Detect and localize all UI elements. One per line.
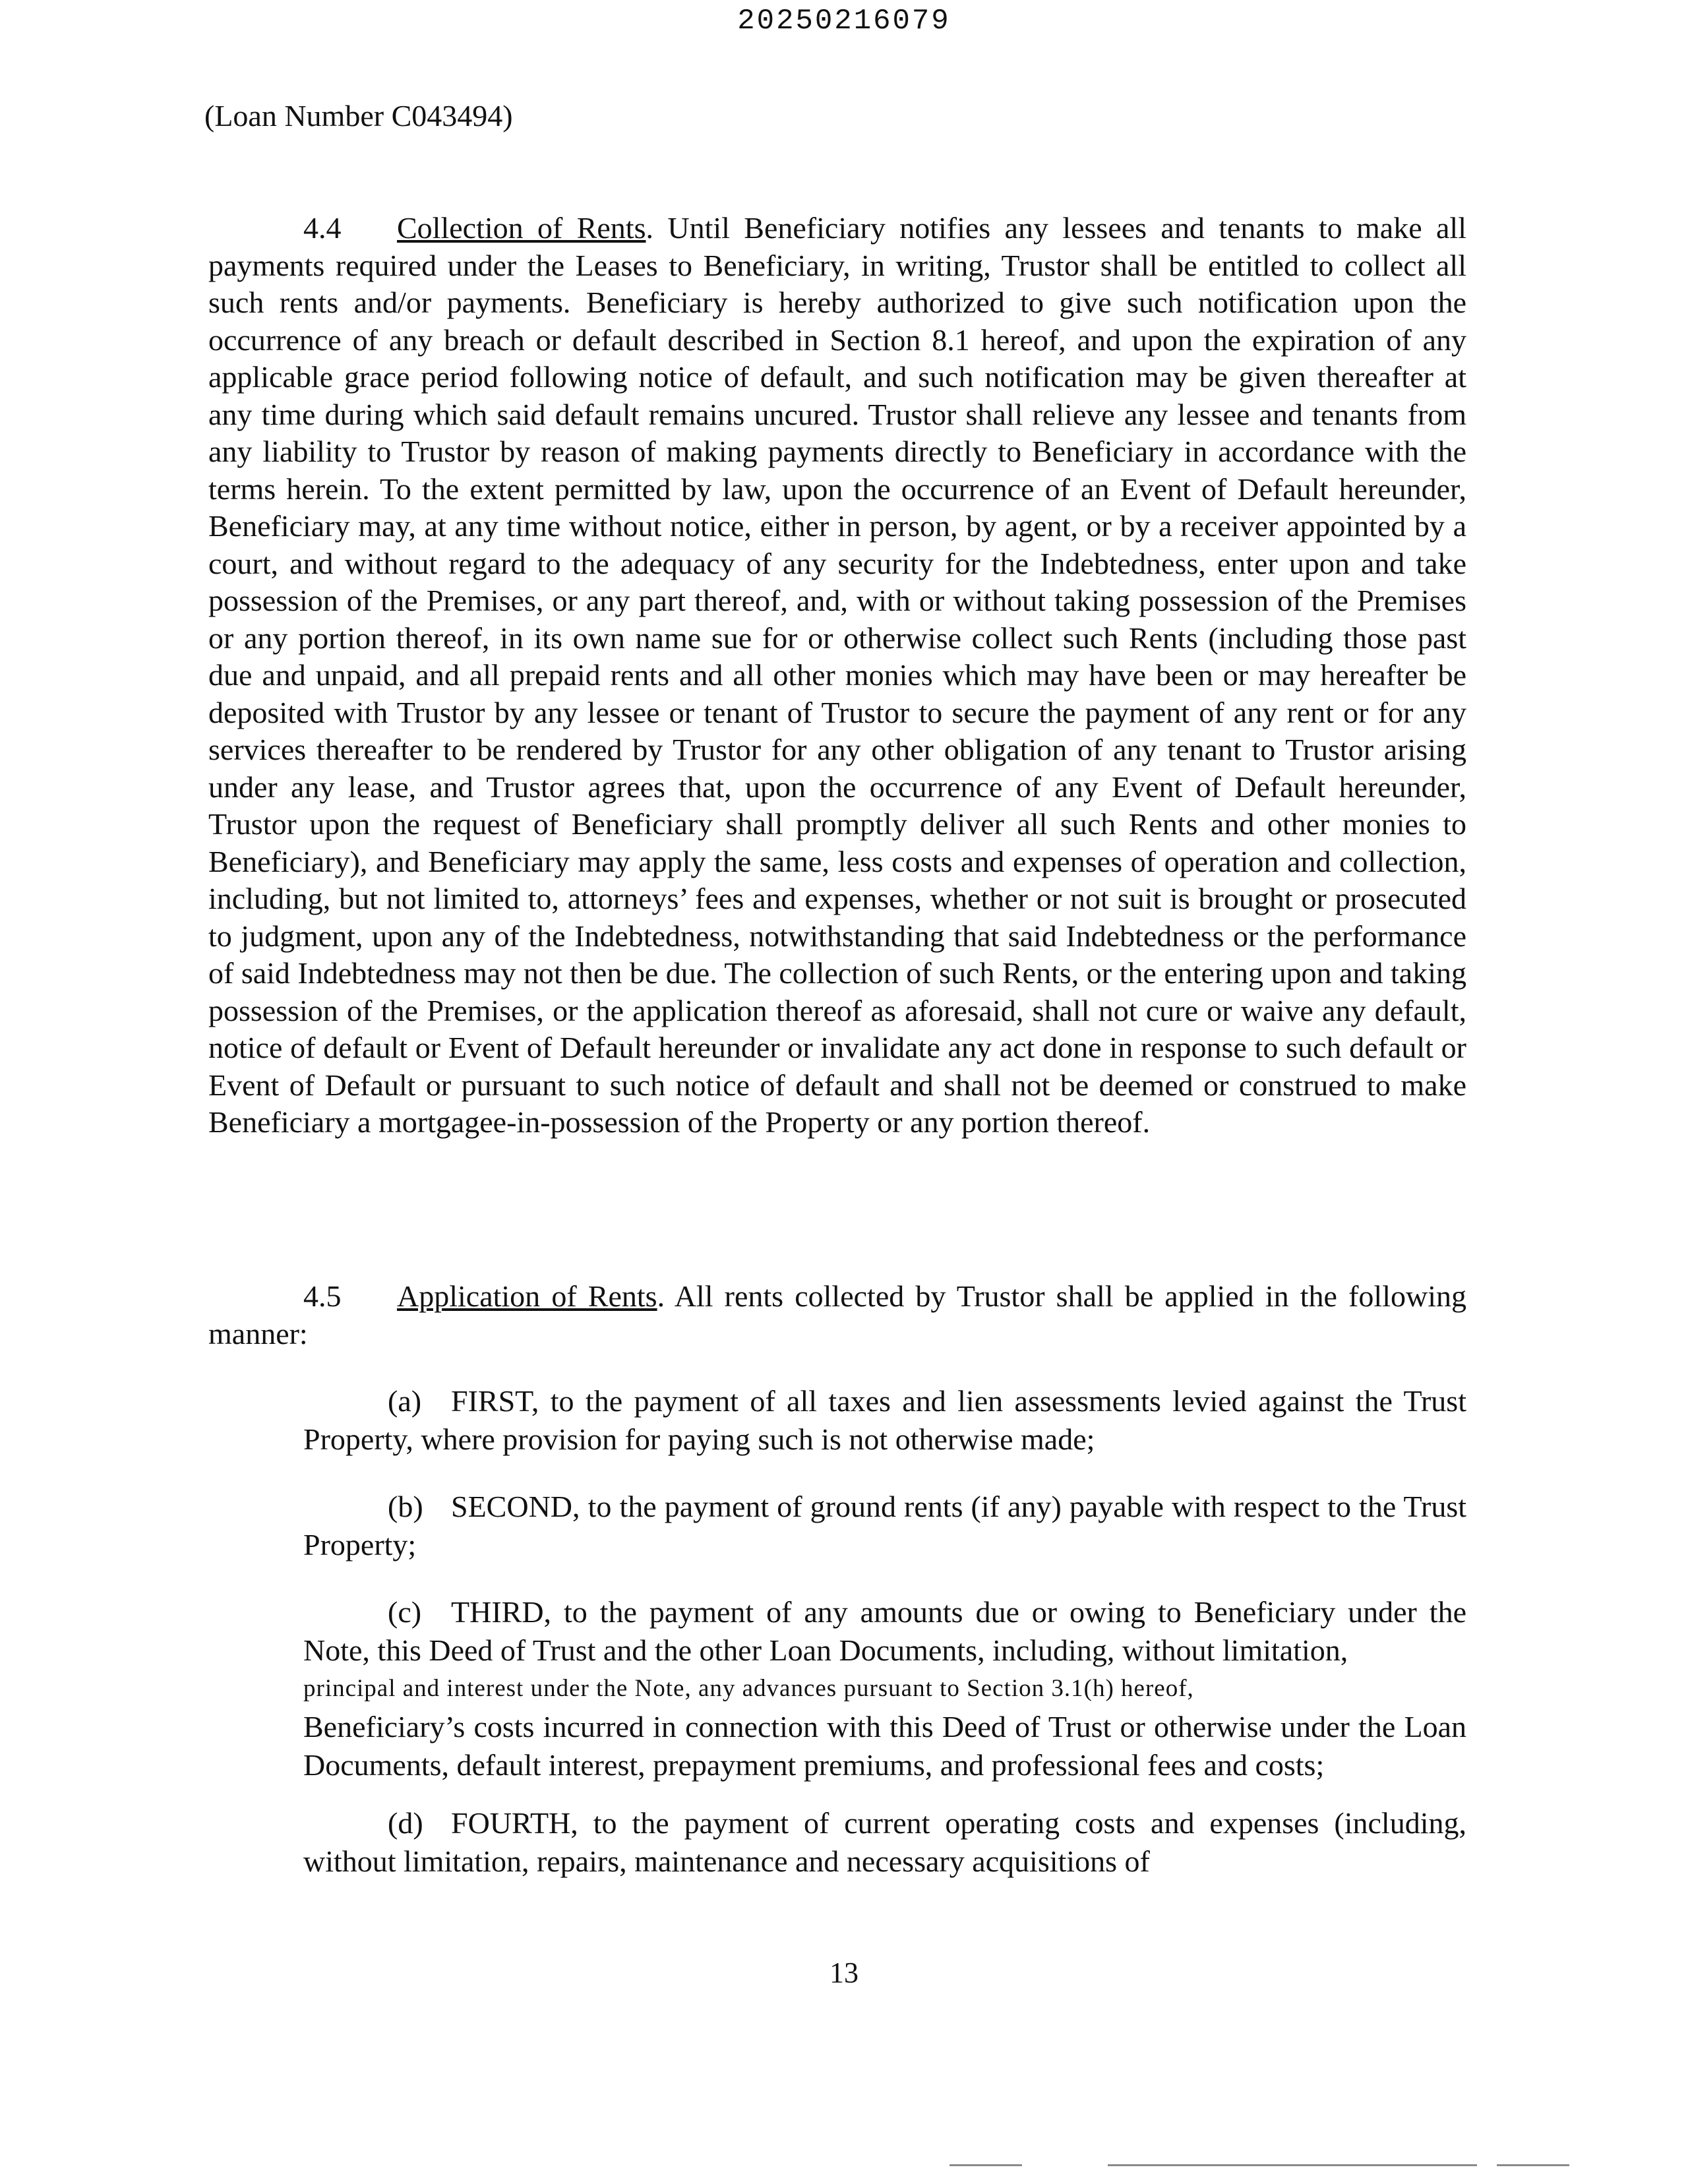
subsection-c-label: (c) xyxy=(388,1595,422,1629)
subsection-a xyxy=(303,1382,1466,1459)
section-4-5-paragraph xyxy=(208,1278,1466,1352)
page-number: 13 xyxy=(829,1957,859,1989)
subsection-a-text: FIRST, to the payment of all taxes and lien assessments levied against the Trust Property, where provision for paying such is not otherwise made; xyxy=(303,1384,1466,1456)
subsection-b-text: SECOND, to the payment of ground rents (if any) payable with respect to the Trust Property; xyxy=(303,1490,1466,1562)
scan-artifact-line xyxy=(1108,2164,1477,2166)
section-4-4-number: 4.4 xyxy=(303,211,342,245)
subsection-d-text: FOURTH, to the payment of current operating costs and expenses (including, without limitation, repairs, maintenance and necessary acquisitions of xyxy=(303,1806,1466,1878)
subsection-b-label: (b) xyxy=(388,1490,423,1523)
scan-artifact-line xyxy=(1497,2164,1569,2166)
recording-number: 20250216079 xyxy=(737,5,951,38)
loan-number: (Loan Number C043494) xyxy=(204,99,513,133)
subsection-c-text-part2: Beneficiary’s costs incurred in connection with this Deed of Trust or otherwise under the Loan Documents, default interest, prepayment premiums, and professional fees and costs; xyxy=(303,1710,1466,1782)
scan-artifact-line xyxy=(950,2164,1022,2166)
subsection-c xyxy=(303,1593,1466,1784)
section-4-4-heading: Collection of Rents xyxy=(397,211,646,245)
subsection-b xyxy=(303,1488,1466,1564)
section-4-5-body: . All rents collected by Trustor shall be applied in the following manner: xyxy=(208,1279,1466,1350)
subsection-d xyxy=(303,1804,1466,1881)
subsection-d-label: (d) xyxy=(388,1806,423,1840)
subsection-a-label: (a) xyxy=(388,1384,422,1418)
section-4-4-body: . Until Beneficiary notifies any lessees and tenants to make all payments required under the Leases to Beneficiary, in writing, Trustor shall be entitled to collect all such rents and/or payments. Beneficiary is hereby authorized to give such notification upon the occurrence of any breach or default described in Section 8.1 hereof, and upon the expiration of any applicable grace period following notice of default, and such notification may be given thereafter at any time during which said default remains uncured. Trustor shall relieve any lessee and tenants from any liability to Trustor by reason of making payments directly to Beneficiary in accordance with the terms herein. To the extent permitted by law, upon the occurrence of an Event of Default hereunder, Beneficiary may, at any time without notice, either in person, by agent, or by a receiver appointed by a court, and without regard to the adequacy of any security for the Indebtedness, enter upon and take possession of the Premises, or any part thereof, and, with or without taking possession of the Premises or any portion thereof, in its own name sue for or otherwise collect such Rents (including those past due and unpaid, and all prepaid rents and all other monies which may have been or may hereafter be deposited with Trustor by any lessee or tenant of Trustor to secure the payment of any rent or for any services thereafter to be rendered by Trustor for any other obligation of any tenant to Trustor arising under any lease, and Trustor agrees that, upon the occurrence of any Event of Default hereunder, Trustor upon the request of Beneficiary shall promptly deliver all such Rents and other monies to Beneficiary), and Beneficiary may apply the same, less costs and expenses of operation and collection, including, but not limited to, attorneys’ fees and expenses, whether or not suit is brought or prosecuted to judgment, upon any of the Indebtedness, notwithstanding that said Indebtedness or the performance of said Indebtedness may not then be due. The collection of such Rents, or the entering upon and taking possession of the Premises, or the application thereof as aforesaid, shall not cure or waive any default, notice of default or Event of Default hereunder or invalidate any act done in response to such default or Event of Default or pursuant to such notice of default and shall not be deemed or construed to make Beneficiary a mortgagee-in-possession of the Property or any portion thereof. xyxy=(208,211,1466,1139)
section-4-5-number: 4.5 xyxy=(303,1279,342,1313)
section-4-5-heading: Application of Rents xyxy=(397,1279,657,1313)
subsection-c-text-part1: THIRD, to the payment of any amounts due or owing to Beneficiary under the Note, this Deed of Trust and the other Loan Documents, including, without limitation, xyxy=(303,1595,1466,1667)
section-4-4-paragraph xyxy=(208,210,1466,1141)
subsection-c-inserted-line: principal and interest under the Note, any advances pursuant to Section 3.1(h) hereof, xyxy=(303,1675,1194,1702)
